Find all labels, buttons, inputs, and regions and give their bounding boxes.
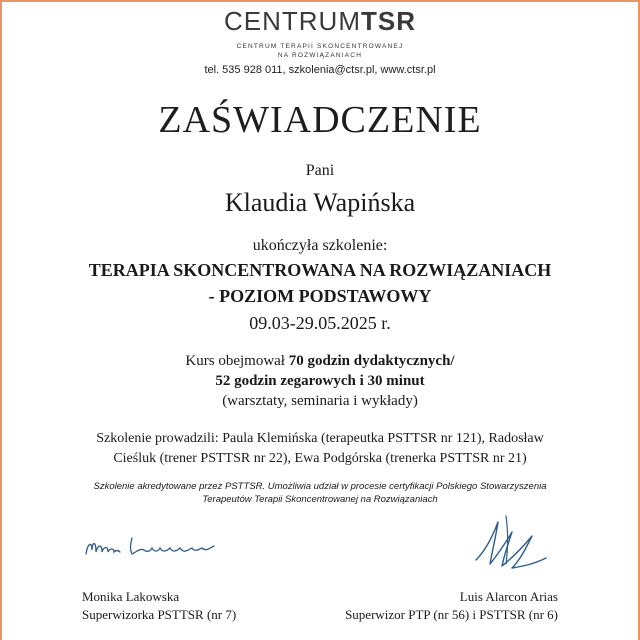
right-signatory-name: Luis Alarcon Arias [459,589,558,604]
course-hours-line-2: 52 godzin zegarowych i 30 minut [215,373,425,389]
accreditation-line-2: Terapeutów Terapii Skoncentrowanej na Rozwiązaniach [202,494,438,505]
logo-subtitle-line-1: CENTRUM TERAPII SKONCENTROWANEJ [236,43,404,50]
right-signature-image [462,508,562,578]
trainers-line-2: Cieśluk (trener PSTTSR nr 22), Ewa Podgórska (trenerka PSTTSR nr 21) [113,451,527,466]
course-dates: 09.03-29.05.2025 r. [249,313,391,333]
logo-subtitle-line-2: NA ROZWIĄZANIACH [277,52,363,59]
contact-info: tel. 535 928 011, szkolenia@ctsr.pl, www.ctsr.pl [204,64,436,76]
logo-text-centrum: CENTRUM [224,6,361,36]
trainers-line-1: Szkolenie prowadzili: Paula Klemińska (terapeutka PSTTSR nr 121), Radosław [96,431,544,446]
right-signatory-role: Superwizor PTP (nr 56) i PSTTSR (nr 6) [345,607,558,622]
left-signatory-role: Superwizorka PSTTSR (nr 7) [82,607,237,622]
left-signatory-name: Monika Lakowska [82,589,180,604]
course-hours-line-1 [0,353,640,370]
logo-text-tsr: TSR [361,6,416,36]
certificate-title: ZAŚWIADCZENIE [158,99,482,141]
recipient-name: Klaudia Wapińska [224,188,416,217]
course-title-line-2: - POZIOM PODSTAWOWY [208,286,432,306]
completed-text: ukończyła szkolenie: [252,237,388,254]
course-title-line-1: TERAPIA SKONCENTROWANA NA ROZWIĄZANIACH [88,260,552,280]
course-hours-didactic: 70 godzin dydaktycznych/ [288,353,455,369]
course-hours-prefix: Kurs obejmował [185,353,289,369]
salutation: Pani [305,162,335,179]
left-signature-image [80,528,220,568]
logo-subtitle [0,42,640,60]
logo [0,6,640,37]
accreditation-line-1: Szkolenie akredytowane przez PSTTSR. Umożliwia udział w procesie certyfikacji Polskiego Stowarzyszenia [93,481,547,492]
course-hours-note: (warsztaty, seminaria i wykłady) [222,393,418,409]
